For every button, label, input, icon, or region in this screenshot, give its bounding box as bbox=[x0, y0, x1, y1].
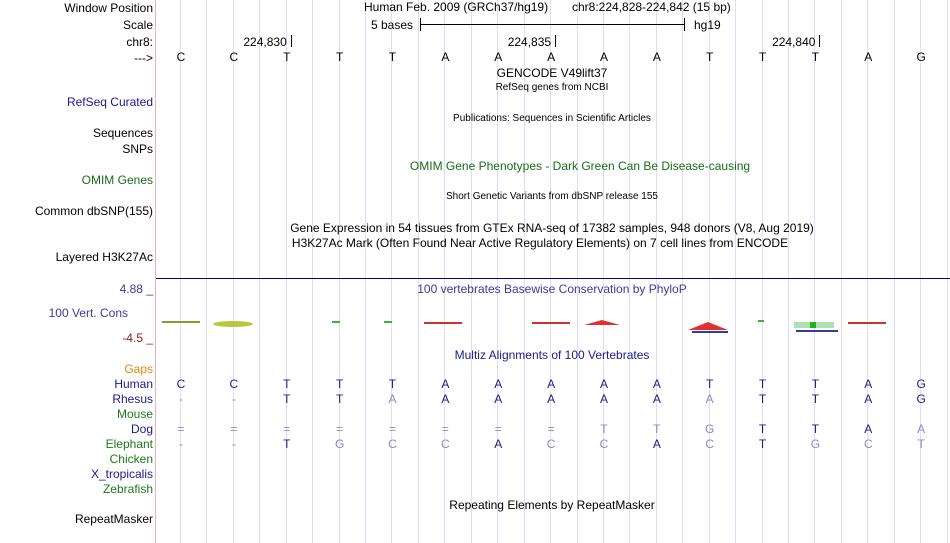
alignment-base-human: T bbox=[758, 377, 767, 391]
alignment-base-rhesus: A bbox=[441, 392, 450, 406]
base-letter: T bbox=[811, 50, 820, 64]
dbsnp-track-title: Short Genetic Variants from dbSNP release 155 bbox=[446, 191, 658, 202]
phylop-bar-10 bbox=[848, 322, 886, 324]
phylop-bar-7 bbox=[758, 320, 764, 322]
track-label-omim-genes[interactable]: OMIM Genes bbox=[81, 173, 153, 187]
alignment-base-elephant: - bbox=[231, 437, 236, 451]
track-display[interactable] bbox=[156, 0, 950, 543]
alignment-base-elephant: C bbox=[388, 437, 397, 451]
alignment-base-human: A bbox=[652, 377, 661, 391]
track-label-snps[interactable]: SNPs bbox=[122, 142, 153, 156]
alignment-base-dog: T bbox=[811, 422, 820, 436]
cons-axis-max: 4.88 _ bbox=[119, 282, 153, 296]
gencode-track-title: GENCODE V49lift37 bbox=[496, 66, 608, 80]
base-letter: A bbox=[864, 50, 873, 64]
base-letter: A bbox=[547, 50, 556, 64]
alignment-base-dog: A bbox=[864, 422, 873, 436]
phylop-bar-5 bbox=[424, 322, 462, 324]
multiz-track-title: Multiz Alignments of 100 Vertebrates bbox=[454, 348, 650, 362]
track-label-layered-h3k27ac[interactable]: Layered H3K27Ac bbox=[55, 250, 153, 264]
track-label-column bbox=[0, 0, 155, 543]
scale-bar-text: 5 bases bbox=[371, 18, 414, 32]
alignment-base-dog: = bbox=[547, 422, 555, 436]
alignment-base-human: A bbox=[864, 377, 873, 391]
alignment-base-dog: T bbox=[600, 422, 608, 436]
assembly-title: Human Feb. 2009 (GRCh37/hg19) bbox=[364, 0, 549, 14]
alignment-base-rhesus: A bbox=[494, 392, 503, 406]
alignment-base-rhesus: T bbox=[335, 392, 344, 406]
ruler-position-label: 224,835 bbox=[507, 35, 552, 49]
alignment-base-human: G bbox=[916, 377, 926, 391]
phylop-conservation-plot bbox=[156, 300, 950, 340]
scale-bar-right-tick bbox=[684, 18, 685, 31]
alignment-base-elephant: G bbox=[334, 437, 345, 451]
base-letter: A bbox=[494, 50, 503, 64]
label-strand-arrow: ---> bbox=[134, 51, 153, 65]
alignment-base-rhesus: A bbox=[388, 392, 397, 406]
phylop-negative-bar-1 bbox=[692, 331, 728, 333]
alignment-base-elephant: G bbox=[810, 437, 821, 451]
label-window-position: Window Position bbox=[64, 1, 153, 15]
phylop-bar-9 bbox=[810, 322, 816, 328]
ruler-position-label: 224,830 bbox=[243, 35, 287, 49]
alignment-base-dog: = bbox=[177, 422, 185, 436]
base-letter: C bbox=[176, 50, 186, 64]
alignment-base-human: A bbox=[441, 377, 450, 391]
base-letter: A bbox=[652, 50, 661, 64]
base-letter: T bbox=[758, 50, 767, 64]
alignment-base-elephant: C bbox=[546, 437, 556, 451]
alignment-base-dog: = bbox=[283, 422, 291, 436]
alignment-base-rhesus: - bbox=[179, 392, 183, 406]
phylop-bar-3 bbox=[332, 321, 340, 323]
alignment-base-dog: T bbox=[758, 422, 767, 436]
phylop-peak-2 bbox=[688, 322, 728, 330]
species-label-gaps[interactable]: Gaps bbox=[124, 362, 153, 376]
alignment-base-human: C bbox=[229, 377, 239, 391]
alignment-base-dog: = bbox=[388, 422, 396, 436]
alignment-base-rhesus: A bbox=[652, 392, 661, 406]
alignment-base-rhesus: A bbox=[599, 392, 608, 406]
alignment-base-human: A bbox=[547, 377, 556, 391]
window-position-text: chr8:224,828-224,842 (15 bp) bbox=[572, 0, 731, 14]
phylop-negative-bar-2 bbox=[796, 330, 838, 332]
species-label-dog[interactable]: Dog bbox=[130, 422, 153, 436]
alignment-base-elephant: - bbox=[179, 437, 183, 451]
alignment-base-human: T bbox=[706, 377, 714, 391]
alignment-base-dog: = bbox=[336, 422, 344, 436]
alignment-base-human: T bbox=[811, 377, 820, 391]
scale-bar bbox=[420, 24, 684, 25]
alignment-base-elephant: A bbox=[494, 437, 503, 451]
alignment-base-rhesus: T bbox=[283, 392, 291, 406]
species-label-mouse[interactable]: Mouse bbox=[116, 407, 153, 421]
alignment-base-elephant: T bbox=[283, 437, 291, 451]
publications-track-title: Publications: Sequences in Scientific Articles bbox=[453, 113, 651, 124]
alignment-base-elephant: T bbox=[917, 437, 925, 451]
label-scale: Scale bbox=[122, 18, 153, 32]
species-label-rhesus[interactable]: Rhesus bbox=[112, 392, 153, 406]
alignment-base-dog: G bbox=[705, 422, 715, 436]
alignment-base-rhesus: A bbox=[864, 392, 873, 406]
ruler-tick bbox=[555, 35, 556, 47]
species-label-elephant[interactable]: Elephant bbox=[105, 437, 153, 451]
repeatmasker-track-title: Repeating Elements by RepeatMasker bbox=[449, 498, 655, 512]
alignment-base-elephant: C bbox=[441, 437, 450, 451]
alignment-base-human: T bbox=[283, 377, 291, 391]
base-letter: G bbox=[916, 50, 926, 64]
h3k27ac-track-title: H3K27Ac Mark (Often Found Near Active Regulatory Elements) on 7 cell lines from ENCODE bbox=[291, 236, 789, 250]
species-label-x_tropicalis[interactable]: X_tropicalis bbox=[90, 467, 153, 481]
species-label-repeatmasker[interactable]: RepeatMasker bbox=[74, 512, 153, 526]
species-label-zebrafish[interactable]: Zebrafish bbox=[102, 482, 153, 496]
phylop-track-title: 100 vertebrates Basewise Conservation by PhyloP bbox=[417, 282, 687, 296]
alignment-base-rhesus: T bbox=[811, 392, 820, 406]
base-letter: T bbox=[335, 50, 344, 64]
cons-axis-min: -4.5 _ bbox=[122, 331, 153, 345]
base-letter: T bbox=[283, 50, 291, 64]
alignment-base-elephant: C bbox=[705, 437, 715, 451]
base-letter: T bbox=[706, 50, 714, 64]
track-label-refseq-curated[interactable]: RefSeq Curated bbox=[66, 95, 153, 109]
alignment-base-dog: T bbox=[653, 422, 661, 436]
base-letter: A bbox=[441, 50, 450, 64]
phylop-peak-1 bbox=[584, 320, 620, 325]
alignment-base-dog: A bbox=[917, 422, 926, 436]
track-separator bbox=[156, 278, 950, 279]
alignment-base-rhesus: A bbox=[705, 392, 714, 406]
phylop-baseline-marks bbox=[162, 320, 886, 333]
scale-bar-left-tick bbox=[420, 18, 421, 31]
phylop-bar-6 bbox=[532, 322, 570, 324]
label-chr: chr8: bbox=[126, 35, 153, 49]
alignment-base-dog: = bbox=[230, 422, 238, 436]
base-letter: C bbox=[229, 50, 239, 64]
scale-assembly-label: hg19 bbox=[694, 18, 721, 32]
track-label-vert-cons[interactable]: 100 Vert. Cons bbox=[48, 306, 128, 320]
phylop-bar-2 bbox=[213, 321, 253, 327]
species-label-human[interactable]: Human bbox=[114, 377, 153, 391]
alignment-base-elephant: A bbox=[652, 437, 661, 451]
track-label-common-dbsnp[interactable]: Common dbSNP(155) bbox=[34, 204, 153, 218]
ruler-position-label: 224,840 bbox=[772, 35, 816, 49]
alignment-base-human: T bbox=[335, 377, 344, 391]
base-letter: T bbox=[388, 50, 397, 64]
alignment-base-human: C bbox=[176, 377, 186, 391]
alignment-base-rhesus: T bbox=[758, 392, 767, 406]
alignment-base-rhesus: - bbox=[231, 392, 236, 406]
alignment-base-elephant: C bbox=[599, 437, 609, 451]
species-label-chicken[interactable]: Chicken bbox=[109, 452, 153, 466]
alignment-base-human: A bbox=[599, 377, 608, 391]
gtex-track-title: Gene Expression in 54 tissues from GTEx RNA-seq of 17382 samples, 948 donors (V8, Aug 2019) bbox=[290, 221, 814, 235]
ruler-tick bbox=[819, 35, 820, 47]
alignment-base-human: T bbox=[388, 377, 397, 391]
alignment-base-dog: = bbox=[441, 422, 449, 436]
alignment-base-dog: = bbox=[494, 422, 502, 436]
alignment-base-rhesus: A bbox=[547, 392, 556, 406]
alignment-base-human: A bbox=[494, 377, 503, 391]
refseq-track-subtitle: RefSeq genes from NCBI bbox=[495, 82, 609, 93]
alignment-base-elephant: T bbox=[758, 437, 767, 451]
omim-track-title: OMIM Gene Phenotypes - Dark Green Can Be Disease-causing bbox=[409, 159, 751, 173]
base-letter: A bbox=[599, 50, 608, 64]
track-label-sequences[interactable]: Sequences bbox=[92, 126, 153, 140]
phylop-bar-4 bbox=[384, 321, 392, 323]
alignment-base-rhesus: G bbox=[916, 392, 926, 406]
ruler-tick bbox=[291, 35, 292, 47]
phylop-bar-1 bbox=[162, 321, 200, 323]
alignment-base-elephant: C bbox=[863, 437, 873, 451]
